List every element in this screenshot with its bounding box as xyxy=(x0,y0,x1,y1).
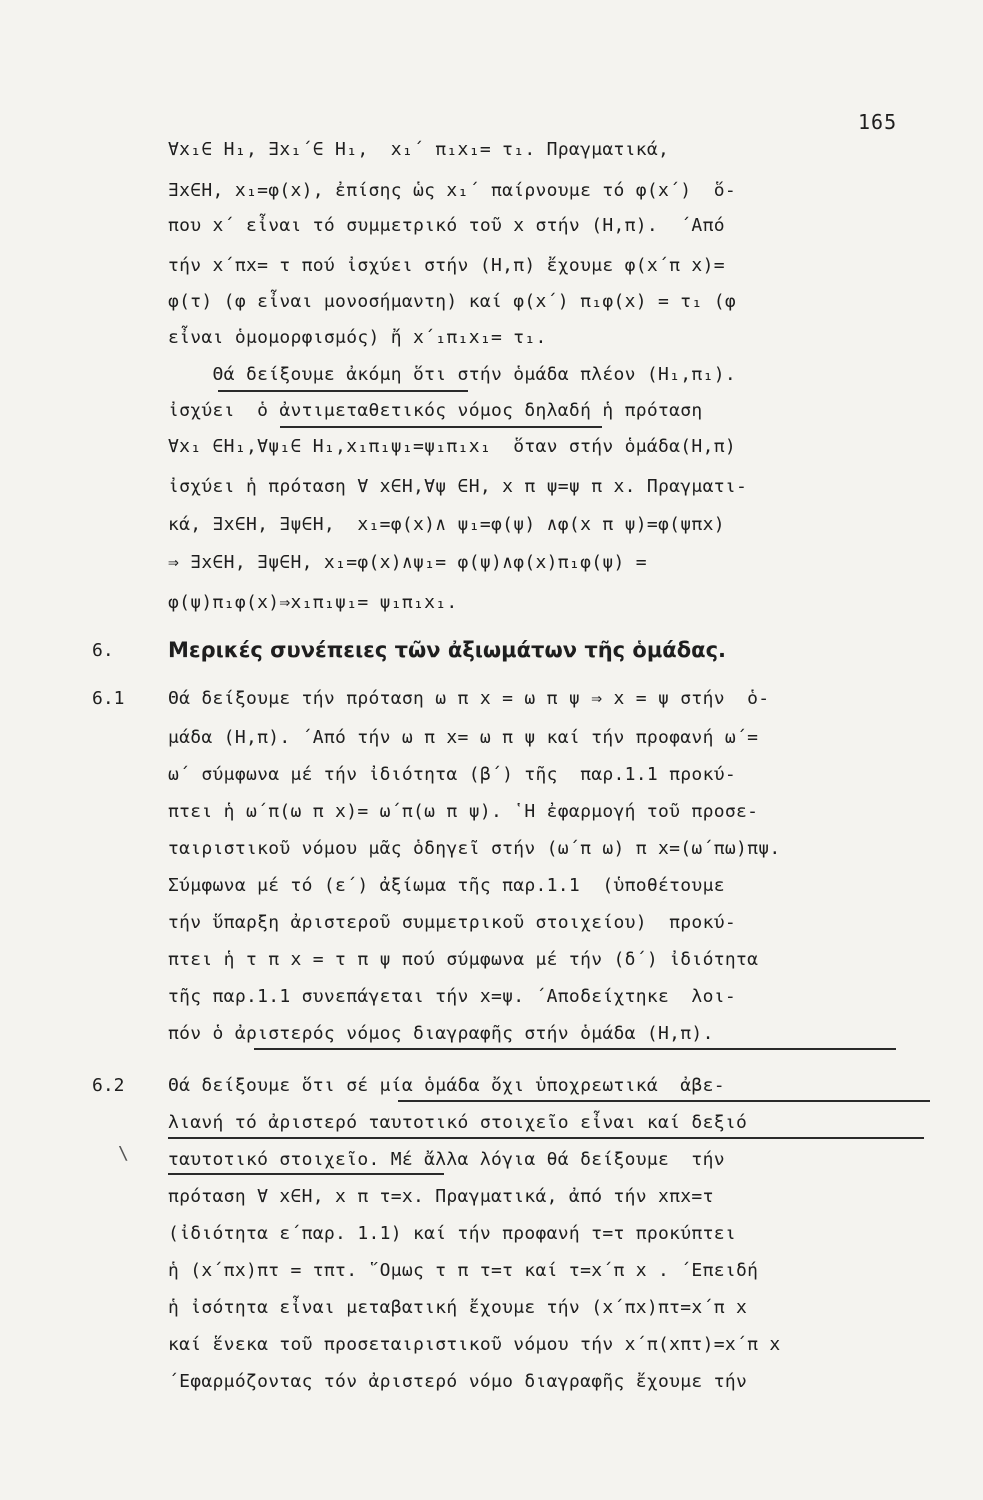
text-line: Θά δείξουμε τήν πρόταση ω π x = ω π ψ ⇒ x = ψ στήν ὁ- xyxy=(168,688,770,709)
text-line: ⇒ ∃x∈H, ∃ψ∈H, x₁=φ(x)∧ψ₁= φ(ψ)∧φ(x)π₁φ(ψ) = xyxy=(168,552,647,573)
underline-rule xyxy=(218,390,468,392)
underline-rule xyxy=(168,1137,924,1139)
text-line: ∃x∈H, x₁=φ(x), ἐπίσης ὡς x₁΄ παίρνουμε τό φ(x΄) ὅ- xyxy=(168,180,736,201)
text-line: που x΄ εἶναι τό συμμετρικό τοῦ x στήν (H,π). ΄Από xyxy=(168,215,725,236)
text-line: ∀x₁ ∈H₁,∀ψ₁∈ H₁,x₁π₁ψ₁=ψ₁π₁x₁ ὅταν στήν ὁμάδα(H,π) xyxy=(168,436,736,457)
text-line: φ(τ) (φ εἶναι μονοσήμαντη) καί φ(x΄) π₁φ(x) = τ₁ (φ xyxy=(168,291,736,312)
text-line: ταιριστικοῦ νόμου μᾶς ὁδηγεῖ στήν (ω΄π ω) π x=(ω΄πω)πψ. xyxy=(168,838,781,859)
subsection-number: 6.1 xyxy=(92,688,125,709)
text-line: ∀x₁∈ H₁, ∃x₁΄∈ H₁, x₁΄ π₁x₁= τ₁. Πραγματικά, xyxy=(168,139,670,160)
section-title: Μερικές συνέπειες τῶν ἀξιωμάτων τῆς ὁμάδας. xyxy=(168,638,727,662)
text-line: ταυτοτικό στοιχεῖο. Μέ ἄλλα λόγια θά δείξουμε τήν xyxy=(168,1149,725,1170)
page-number: 165 xyxy=(858,110,898,134)
subsection-number: 6.2 xyxy=(92,1075,125,1096)
text-line: Θά δείξουμε ἀκόμη ὅτι στήν ὁμάδα πλέον (H₁,π₁). xyxy=(168,364,736,385)
text-line: τήν x΄πx= τ πού ἰσχύει στήν (H,π) ἔχουμε φ(x΄π x)= xyxy=(168,255,725,276)
underline-rule xyxy=(280,426,602,428)
text-line: τῆς παρ.1.1 συνεπάγεται τήν x=ψ. ΄Αποδείχτηκε λοι- xyxy=(168,986,736,1007)
text-line: φ(ψ)π₁φ(x)⇒x₁π₁ψ₁= ψ₁π₁x₁. xyxy=(168,592,458,613)
text-line: Θά δείξουμε ὅτι σέ μία ὁμάδα ὄχι ὑποχρεωτικά ἀβε- xyxy=(168,1075,725,1096)
text-line: ἰσχύει ἡ πρόταση ∀ x∈H,∀ψ ∈H, x π ψ=ψ π x. Πραγματι- xyxy=(168,476,748,497)
text-line: κά, ∃x∈H, ∃ψ∈H, x₁=φ(x)∧ ψ₁=φ(ψ) ∧φ(x π ψ)=φ(ψπx) xyxy=(168,514,725,535)
text-line: ἡ ἰσότητα εἶναι μεταβατική ἔχουμε τήν (x΄πx)πτ=x΄π x xyxy=(168,1297,748,1318)
text-line: πρόταση ∀ x∈H, x π τ=x. Πραγματικά, ἀπό τήν xπx=τ xyxy=(168,1186,714,1207)
text-line: λιανή τό ἀριστερό ταυτοτικό στοιχεῖο εἶναι καί δεξιό xyxy=(168,1112,748,1133)
text-line: εἶναι ὁμομορφισμός) ἤ x΄₁π₁x₁= τ₁. xyxy=(168,327,547,348)
text-line: πτει ἡ ω΄π(ω π x)= ω΄π(ω π ψ). ῾Η ἐφαρμογή τοῦ προσε- xyxy=(168,801,759,822)
text-line: τήν ὕπαρξη ἀριστεροῦ συμμετρικοῦ στοιχείου) προκύ- xyxy=(168,912,736,933)
underline-rule xyxy=(254,1048,896,1050)
underline-rule xyxy=(398,1100,930,1102)
text-line: ω΄ σύμφωνα μέ τήν ἰδιότητα (β΄) τῆς παρ.1.1 προκύ- xyxy=(168,764,736,785)
underline-rule xyxy=(168,1173,444,1175)
margin-mark: \ xyxy=(118,1143,129,1164)
text-line: καί ἕνεκα τοῦ προσεταιριστικοῦ νόμου τήν x΄π(xπτ)=x΄π x xyxy=(168,1334,781,1355)
text-line: ἡ (x΄πx)πτ = τπτ. ῞Ομως τ π τ=τ καί τ=x΄π x . ΄Επειδή xyxy=(168,1260,759,1281)
text-line: Σύμφωνα μέ τό (ε΄) ἀξίωμα τῆς παρ.1.1 (ὑποθέτουμε xyxy=(168,875,725,896)
text-line: (ἰδιότητα ε΄παρ. 1.1) καί τήν προφανή τ=τ προκύπτει xyxy=(168,1223,736,1244)
text-line: ἰσχύει ὁ ἀντιμεταθετικός νόμος δηλαδή ἡ πρόταση xyxy=(168,400,703,421)
text-line: πτει ἡ τ π x = τ π ψ πού σύμφωνα μέ τήν (δ΄) ἰδιότητα xyxy=(168,949,759,970)
text-line: ΄Εφαρμόζοντας τόν ἀριστερό νόμο διαγραφῆς ἔχουμε τήν xyxy=(168,1371,748,1392)
section-number: 6. xyxy=(92,640,114,661)
text-line: μάδα (H,π). ΄Από τήν ω π x= ω π ψ καί τήν προφανή ω΄= xyxy=(168,727,759,748)
text-line: πόν ὁ ἀριστερός νόμος διαγραφῆς στήν ὁμάδα (H,π). xyxy=(168,1023,714,1044)
